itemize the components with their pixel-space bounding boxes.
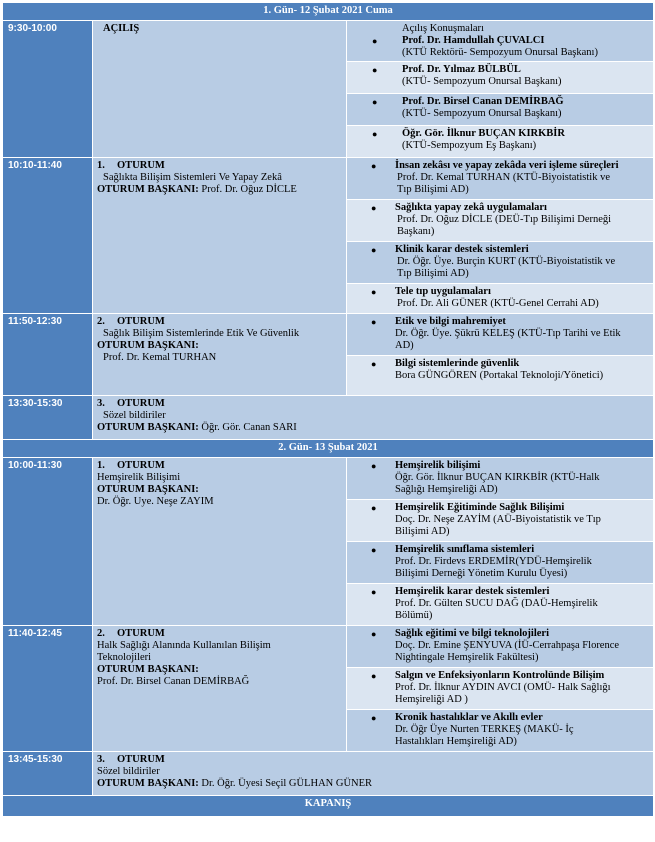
session-topic: Sözel bildiriler xyxy=(103,410,166,421)
session-topic-cont: Teknolojileri xyxy=(97,652,152,663)
speaker-name: Prof. Dr. Hamdullah ÇUVALCI xyxy=(402,35,545,46)
session-number: 3. xyxy=(97,754,105,765)
talk-speaker: Dr. Öğr. Üye. Şükrü KELEŞ (KTÜ-Tıp Tarihi ve Etik xyxy=(395,328,621,339)
talk-speaker: Prof. Dr. Ali GÜNER (KTÜ-Genel Cerrahi AD) xyxy=(397,298,599,309)
chair-label: OTURUM BAŞKANI: xyxy=(97,422,199,433)
d1s1-time: 10:10-11:40 xyxy=(3,158,93,314)
d2s1-session xyxy=(93,458,347,626)
chair-name: Öğr. Gör. Canan SARI xyxy=(198,422,297,433)
speaker-role: (KTÜ-Sempozyum Eş Başkanı) xyxy=(402,140,537,151)
bullet-icon: ● xyxy=(371,245,377,255)
talk-speaker-cont: Hemşireliği AD ) xyxy=(395,694,468,705)
chair-label: OTURUM BAŞKANI: xyxy=(97,778,199,789)
speaker-name: Prof. Dr. Birsel Canan DEMİRBAĞ xyxy=(402,96,564,107)
talk-speaker-cont: Sağlığı Hemşireliği AD) xyxy=(395,484,498,495)
talk-title: Hemşirelik bilişimi xyxy=(395,460,481,471)
talk xyxy=(347,158,654,200)
talk-speaker-cont: Tıp Bilişimi AD) xyxy=(397,184,469,195)
bullet-icon: ● xyxy=(372,129,378,139)
talk-title: Kronik hastalıklar ve Akıllı evler xyxy=(395,712,543,723)
chair-name: Dr. Öğr. Üyesi Seçil GÜLHAN GÜNER xyxy=(198,778,373,789)
session-number: 3. xyxy=(97,398,105,409)
opening-title: AÇILIŞ xyxy=(103,23,140,34)
d1s2-session xyxy=(93,314,347,396)
talk-speaker: Prof. Dr. Gülten SUCU DAĞ (DAÜ-Hemşirelik xyxy=(395,598,598,609)
talk-speaker: Bora GÜNGÖREN (Portakal Teknoloji/Yönetici) xyxy=(395,370,604,381)
opening-talk xyxy=(347,126,654,158)
talk xyxy=(347,314,654,356)
talk xyxy=(347,458,654,500)
session-label: OTURUM xyxy=(117,398,165,409)
talk-speaker-cont: Tıp Bilişimi AD) xyxy=(397,268,469,279)
talk xyxy=(347,356,654,396)
bullet-icon: ● xyxy=(371,461,377,471)
bullet-icon: ● xyxy=(371,287,377,297)
d2s2-time: 11:40-12:45 xyxy=(3,626,93,752)
talk-speaker: Doç. Dr. Neşe ZAYİM (AÜ-Biyoistatistik ve Tıp xyxy=(395,514,601,525)
closing-row: KAPANIŞ xyxy=(3,796,654,817)
speaker-role: (KTÜ- Sempozyum Onursal Başkanı) xyxy=(402,76,562,87)
opening-header: Açılış Konuşmaları xyxy=(402,23,484,34)
opening-talk xyxy=(347,94,654,126)
talk-speaker: Prof. Dr. Oğuz DİCLE (DEÜ-Tıp Bilişimi Derneği xyxy=(397,214,612,225)
talk xyxy=(347,626,654,668)
session-number: 2. xyxy=(97,628,105,639)
session-topic: Sözel bildiriler xyxy=(97,766,160,777)
talk-title: Sağlık eğitimi ve bilgi teknolojileri xyxy=(395,628,549,639)
talk xyxy=(347,500,654,542)
talk-speaker-cont: Bilişimi Derneği Yönetim Kurulu Üyesi) xyxy=(395,568,568,579)
chair-label: OTURUM BAŞKANI: xyxy=(97,664,199,675)
session-number: 1. xyxy=(97,160,105,171)
speaker-name: Prof. Dr. Yılmaz BÜLBÜL xyxy=(402,64,521,75)
d2s3-time: 13:45-15:30 xyxy=(3,752,93,796)
session-number: 1. xyxy=(97,460,105,471)
d1s3-time: 13:30-15:30 xyxy=(3,396,93,440)
d2s3-session xyxy=(93,752,654,796)
bullet-icon: ● xyxy=(372,65,378,75)
talk-title: Hemşirelik karar destek sistemleri xyxy=(395,586,550,597)
opening-session xyxy=(93,21,347,158)
session-label: OTURUM xyxy=(117,460,165,471)
d2s2-session xyxy=(93,626,347,752)
speaker-role: (KTÜ- Sempozyum Onursal Başkanı) xyxy=(402,108,562,119)
bullet-icon: ● xyxy=(371,503,377,513)
opening-talk xyxy=(347,62,654,94)
talk-speaker: Öğr. Gör. İlknur BUÇAN KIRKBİR (KTÜ-Halk xyxy=(395,472,600,483)
d2s1-time: 10:00-11:30 xyxy=(3,458,93,626)
talk-speaker-cont: Hastalıkları Hemşireliği AD) xyxy=(395,736,517,747)
session-topic: Halk Sağlığı Alanında Kullanılan Bilişim xyxy=(97,640,271,651)
session-topic: Sağlık Bilişim Sistemlerinde Etik Ve Güvenlik xyxy=(103,328,300,339)
chair-name: Prof. Dr. Kemal TURHAN xyxy=(103,352,217,363)
session-topic: Hemşirelik Bilişimi xyxy=(97,472,181,483)
talk-title: Klinik karar destek sistemleri xyxy=(395,244,529,255)
talk-title: Tele tıp uygulamaları xyxy=(395,286,491,297)
d1s1-session xyxy=(93,158,347,314)
talk-title: Sağlıkta yapay zekâ uygulamaları xyxy=(395,202,547,213)
talk xyxy=(347,200,654,242)
day2-header: 2. Gün- 13 Şubat 2021 xyxy=(3,440,654,458)
chair-name: Prof. Dr. Oğuz DİCLE xyxy=(198,184,297,195)
session-label: OTURUM xyxy=(117,628,165,639)
session-number: 2. xyxy=(97,316,105,327)
talk-speaker-cont: Başkanı) xyxy=(397,226,435,237)
talk-speaker-cont: Bilişimi AD) xyxy=(395,526,450,537)
talk xyxy=(347,584,654,626)
talk-speaker: Prof. Dr. İlknur AYDIN AVCI (OMÜ- Halk Sağlığı xyxy=(395,682,611,693)
bullet-icon: ● xyxy=(371,359,377,369)
talk-title: Hemşirelik Eğitiminde Sağlık Bilişimi xyxy=(395,502,565,513)
opening-talk xyxy=(347,21,654,62)
talk-title: Salgın ve Enfeksiyonların Kontrolünde Bilişim xyxy=(395,670,605,681)
session-label: OTURUM xyxy=(117,160,165,171)
speaker-role: (KTÜ Rektörü- Sempozyum Onursal Başkanı) xyxy=(402,47,598,58)
talk xyxy=(347,668,654,710)
chair-label: OTURUM BAŞKANI: xyxy=(97,340,199,351)
bullet-icon: ● xyxy=(371,317,377,327)
talk-speaker-cont: Nightingale Hemşirelik Fakültesi) xyxy=(395,652,539,663)
program-table xyxy=(2,2,654,817)
talk-title: Bilgi sistemlerinde güvenlik xyxy=(395,358,520,369)
chair-name: Dr. Öğr. Uye. Neşe ZAYIM xyxy=(97,496,214,507)
opening-time: 9:30-10:00 xyxy=(3,21,93,158)
bullet-icon: ● xyxy=(371,713,377,723)
bullet-icon: ● xyxy=(371,629,377,639)
talk xyxy=(347,284,654,314)
bullet-icon: ● xyxy=(371,671,377,681)
talk-speaker-cont: AD) xyxy=(395,340,414,351)
talk-title: İnsan zekâsı ve yapay zekâda veri işleme süreçleri xyxy=(395,160,619,171)
talk xyxy=(347,242,654,284)
talk-title: Hemşirelik sınıflama sistemleri xyxy=(395,544,535,555)
talk-speaker: Doç. Dr. Emine ŞENYUVA (İÜ-Cerrahpaşa Florence xyxy=(395,640,620,651)
bullet-icon: ● xyxy=(372,36,378,46)
talk-speaker: Dr. Öğr Üye Nurten TERKEŞ (MAKÜ- İç xyxy=(395,724,574,735)
session-topic: Sağlıkta Bilişim Sistemleri Ve Yapay Zekâ xyxy=(103,172,282,183)
talk-speaker: Dr. Öğr. Üye. Burçin KURT (KTÜ-Biyoistatistik ve xyxy=(397,256,616,267)
bullet-icon: ● xyxy=(371,545,377,555)
talk xyxy=(347,710,654,752)
bullet-icon: ● xyxy=(371,587,377,597)
talk-speaker: Prof. Dr. Firdevs ERDEMİR(YDÜ-Hemşirelik xyxy=(395,556,592,567)
chair-label: OTURUM BAŞKANI: xyxy=(97,184,199,195)
session-label: OTURUM xyxy=(117,754,165,765)
d1s2-time: 11:50-12:30 xyxy=(3,314,93,396)
bullet-icon: ● xyxy=(371,161,377,171)
speaker-name: Öğr. Gör. İlknur BUÇAN KIRKBİR xyxy=(402,128,565,139)
d1s3-session xyxy=(93,396,654,440)
chair-label: OTURUM BAŞKANI: xyxy=(97,484,199,495)
bullet-icon: ● xyxy=(372,97,378,107)
talk-speaker: Prof. Dr. Kemal TURHAN (KTÜ-Biyoistatistik ve xyxy=(397,172,610,183)
talk-title: Etik ve bilgi mahremiyet xyxy=(395,316,506,327)
chair-name: Prof. Dr. Birsel Canan DEMİRBAĞ xyxy=(97,676,250,687)
bullet-icon: ● xyxy=(371,203,377,213)
day1-header: 1. Gün- 12 Şubat 2021 Cuma xyxy=(3,3,654,21)
talk xyxy=(347,542,654,584)
session-label: OTURUM xyxy=(117,316,165,327)
talk-speaker-cont: Bölümü) xyxy=(395,610,433,621)
